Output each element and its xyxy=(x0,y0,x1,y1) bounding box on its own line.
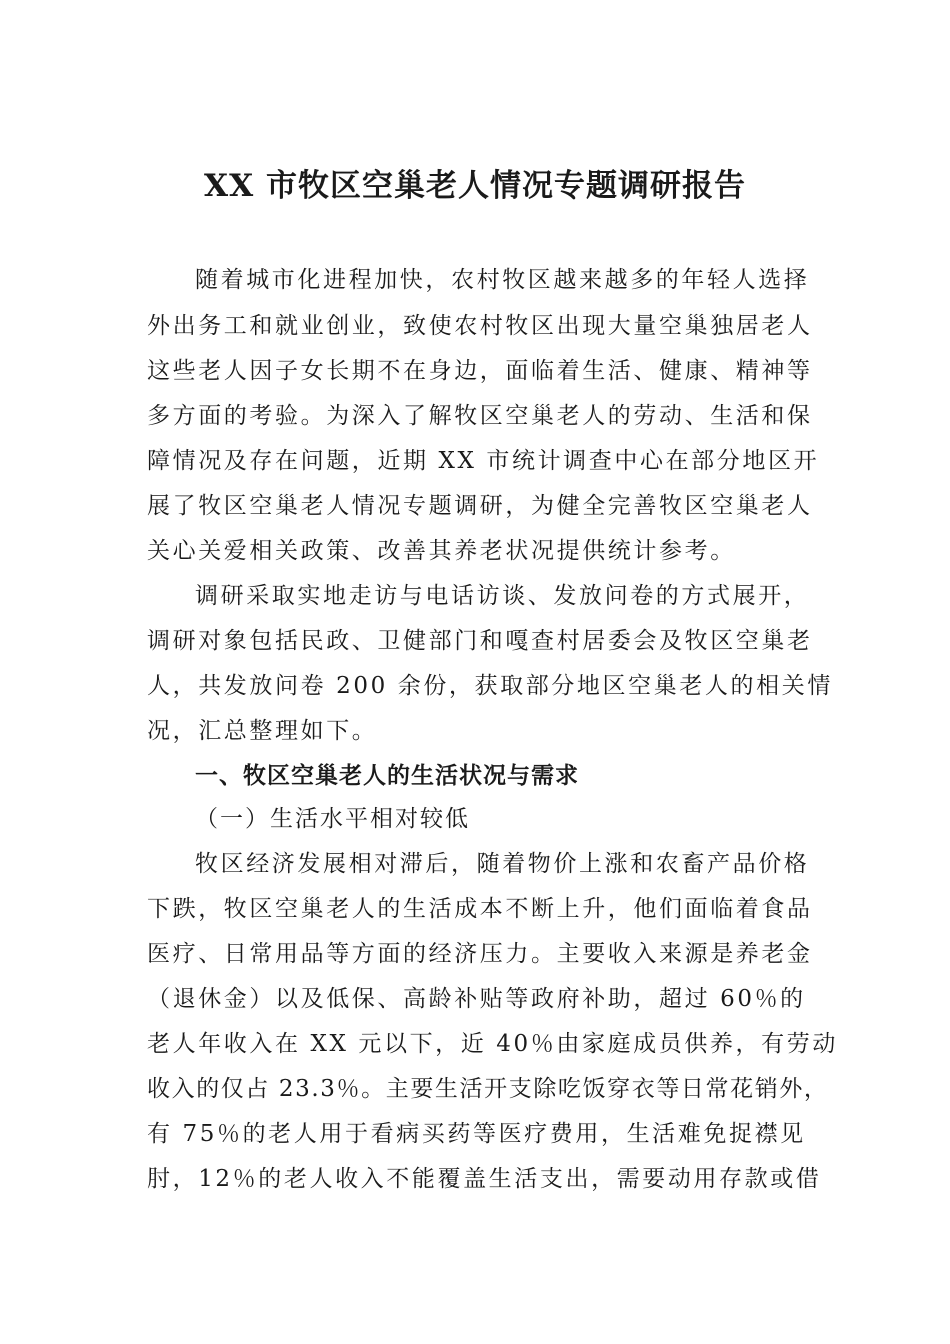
paragraph-line: 障情况及存在问题，近期 XX 市统计调查中心在部分地区开 xyxy=(147,448,820,474)
paragraph-line: 展了牧区空巢老人情况专题调研，为健全完善牧区空巢老人 xyxy=(147,493,813,519)
paragraph-line: 外出务工和就业创业，致使农村牧区出现大量空巢独居老人 xyxy=(147,313,813,339)
paragraph-line: 况，汇总整理如下。 xyxy=(147,718,378,744)
paragraph-line: 下跌，牧区空巢老人的生活成本不断上升，他们面临着食品 xyxy=(147,896,813,922)
paragraph-line: 关心关爱相关政策、改善其养老状况提供统计参考。 xyxy=(147,538,736,564)
paragraph-line: 多方面的考验。为深入了解牧区空巢老人的劳动、生活和保 xyxy=(147,403,813,429)
paragraph-line: 牧区经济发展相对滞后，随着物价上涨和农畜产品价格 xyxy=(195,851,810,877)
paragraph-line: 有 75％的老人用于看病买药等医疗费用，生活难免捉襟见 xyxy=(147,1121,806,1147)
paragraph-line: 医疗、日常用品等方面的经济压力。主要收入来源是养老金 xyxy=(147,941,813,967)
paragraph-line: 这些老人因子女长期不在身边，面临着生活、健康、精神等 xyxy=(147,358,813,384)
paragraph-line: 人，共发放问卷 200 余份，获取部分地区空巢老人的相关情 xyxy=(147,673,833,699)
subsection-heading: （一）生活水平相对较低 xyxy=(195,806,470,832)
paragraph-line: 肘，12％的老人收入不能覆盖生活支出，需要动用存款或借 xyxy=(147,1166,822,1192)
section-heading: 一、牧区空巢老人的生活状况与需求 xyxy=(195,763,579,789)
paragraph-line: 老人年收入在 XX 元以下，近 40％由家庭成员供养，有劳动 xyxy=(147,1031,838,1057)
document-title: XX 市牧区空巢老人情况专题调研报告 xyxy=(204,168,746,204)
paragraph-line: 调研采取实地走访与电话访谈、发放问卷的方式展开， xyxy=(195,583,810,609)
paragraph-line: 随着城市化进程加快，农村牧区越来越多的年轻人选择 xyxy=(195,267,810,293)
paragraph-line: （退休金）以及低保、高龄补贴等政府补助，超过 60％的 xyxy=(147,986,806,1012)
paragraph-line: 调研对象包括民政、卫健部门和嘎查村居委会及牧区空巢老 xyxy=(147,628,813,654)
paragraph-line: 收入的仅占 23.3％。主要生活开支除吃饭穿衣等日常花销外， xyxy=(147,1076,829,1102)
